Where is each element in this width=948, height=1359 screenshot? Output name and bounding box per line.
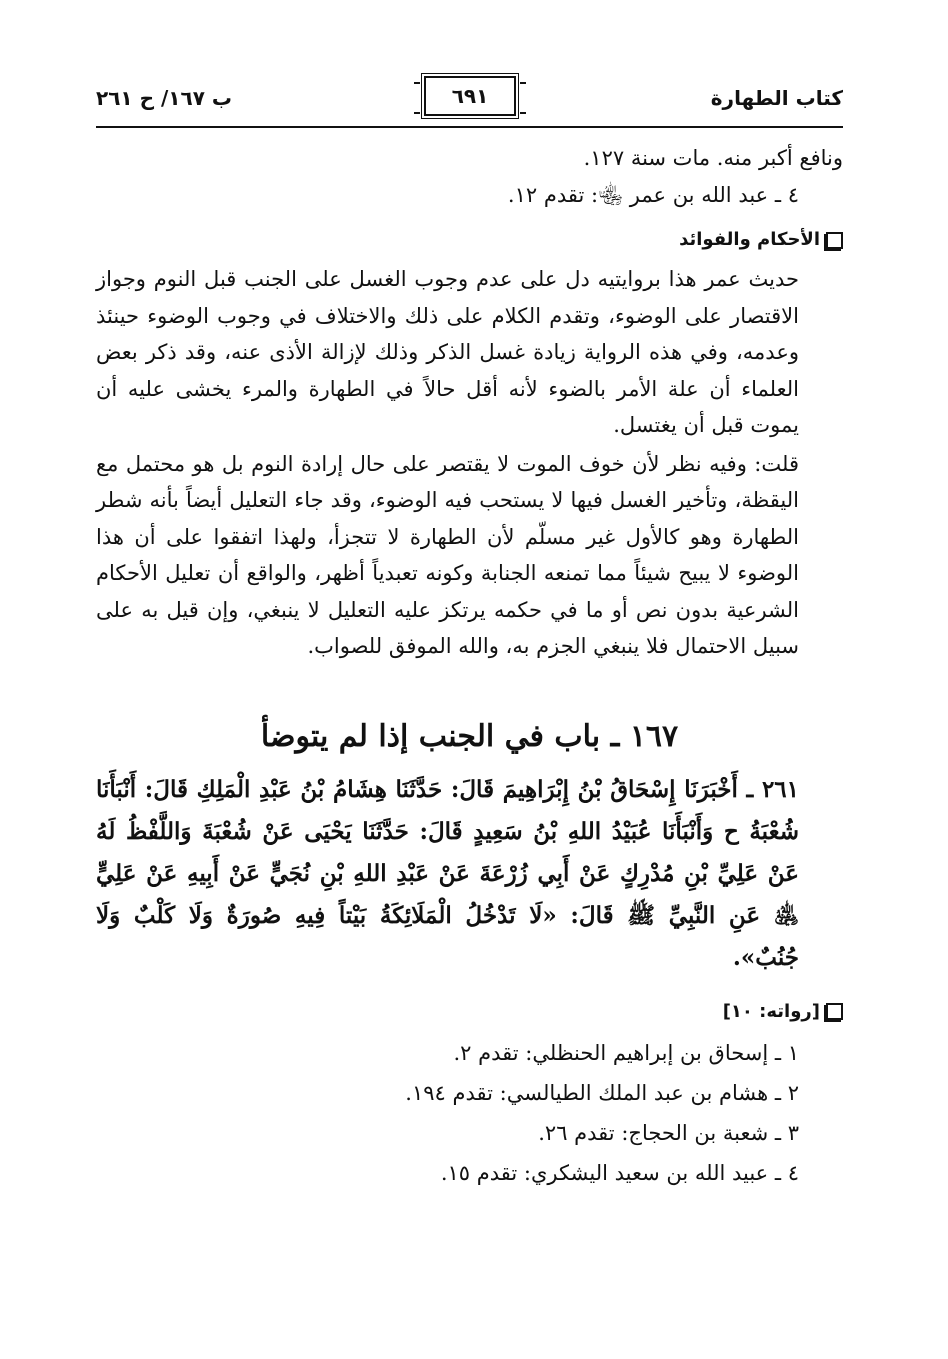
page-content — [96, 140, 843, 1193]
checkbox-square-icon — [826, 232, 843, 249]
text-line: ٤ ـ عبد الله بن عمر ﵄: تقدم ١٢. — [507, 182, 799, 207]
list-item: ٤ ـ عبيد الله بن سعيد اليشكري: تقدم ١٥. — [440, 1160, 799, 1185]
text-line: ونافع أكبر منه. مات سنة ١٢٧. — [583, 146, 843, 170]
section-heading-label: [رواته: ١٠] — [722, 1000, 820, 1022]
narrator-list — [96, 1033, 843, 1193]
checkbox-square-icon — [826, 1003, 843, 1020]
section-heading-rulings — [96, 225, 843, 255]
list-item: ٢ ـ هشام بن عبد الملك الطيالسي: تقدم ١٩٤. — [405, 1080, 799, 1105]
page-header — [96, 74, 843, 128]
hadith-text: ٢٦١ ـ أَخْبَرَنَا إِسْحَاقُ بْنُ إِبْرَاهِيمَ قَالَ: حَدَّثَنَا هِشَامُ بْنُ عَبْدِ الْمَلِكِ قَالَ: أَنْبَأَنَا شُعْبَةُ ح وَأَنْبَأَنَا عُبَيْدُ اللهِ بْنُ سَعِيدٍ قَالَ: حَدَّثَنَا يَحْيَى عَنْ شُعْبَةَ وَاللَّفْظُ لَهُ عَنْ عَلِيِّ بْنِ مُدْرِكٍ عَنْ أَبِي زُرْعَةَ عَنْ عَبْدِ اللهِ بْنِ نُجَيٍّ عَنْ أَبِيهِ عَنْ عَلِيٍّ ﵁ عَنِ النَّبِيِّ ﷺ قَالَ: «لَا تَدْخُلُ الْمَلَائِكَةُ بَيْتاً فِيهِ صُورَةٌ وَلَا كَلْبٌ وَلَا جُنُبٌ». — [96, 775, 799, 971]
chapter-hadith-reference: ب ١٦٧/ ح ٢٦١ — [96, 86, 232, 110]
section-heading-label: الأحكام والفوائد — [679, 229, 820, 250]
list-item: ١ ـ إسحاق بن إبراهيم الحنظلي: تقدم ٢. — [453, 1040, 799, 1065]
rulings-paragraph: حديث عمر هذا بروايتيه دل على عدم وجوب الغسل على الجنب قبل النوم وجواز الاقتصار على الوضوء، وتقدم الكلام على ذلك والاختلاف في وجوب الوضوء حينئذ وعدمه، وفي هذه الرواية زيادة غسل الذكر وذلك لإزالة الأذى عنه، وقد ذكر بعض العلماء أن علة الأمر بالضوء لأنه أقل حالاً في الطهارة والمرء يخشى عليه أن يموت قبل أن يغتسل. — [96, 267, 799, 437]
list-item: ٣ ـ شعبة بن الحجاج: تقدم ٢٦. — [538, 1120, 799, 1145]
page-number: ٦٩١ — [424, 76, 516, 116]
section-heading-narrators — [96, 997, 843, 1027]
rulings-paragraph: قلت: وفيه نظر لأن خوف الموت لا يقتصر على حال إرادة النوم بل هو محتمل مع اليقظة، وتأخير الغسل فيها لا يستحب فيه الوضوء، وقد جاء التعليل أيضاً بأنه شطر الطهارة وهو كالأول غير مسلّم لأن الطهارة لا تتجزأ، ولهذا اتفقوا على أن هذا الوضوء لا يبيح شيئاً مما تمنعه الجنابة وكونه تعبدياً أظهر، والواقع أن تعليل الأحكام الشرعية بدون نص أو ما في حكمه يرتكز عليه التعليل لا ينبغي، وإن قيل به على سبيل الاحتمال فلا ينبغي الجزم به، والله الموفق للصواب. — [96, 451, 799, 658]
chapter-title: ١٦٧ ـ باب في الجنب إذا لم يتوضأ — [260, 718, 679, 754]
book-title: كتاب الطهارة — [710, 86, 843, 110]
